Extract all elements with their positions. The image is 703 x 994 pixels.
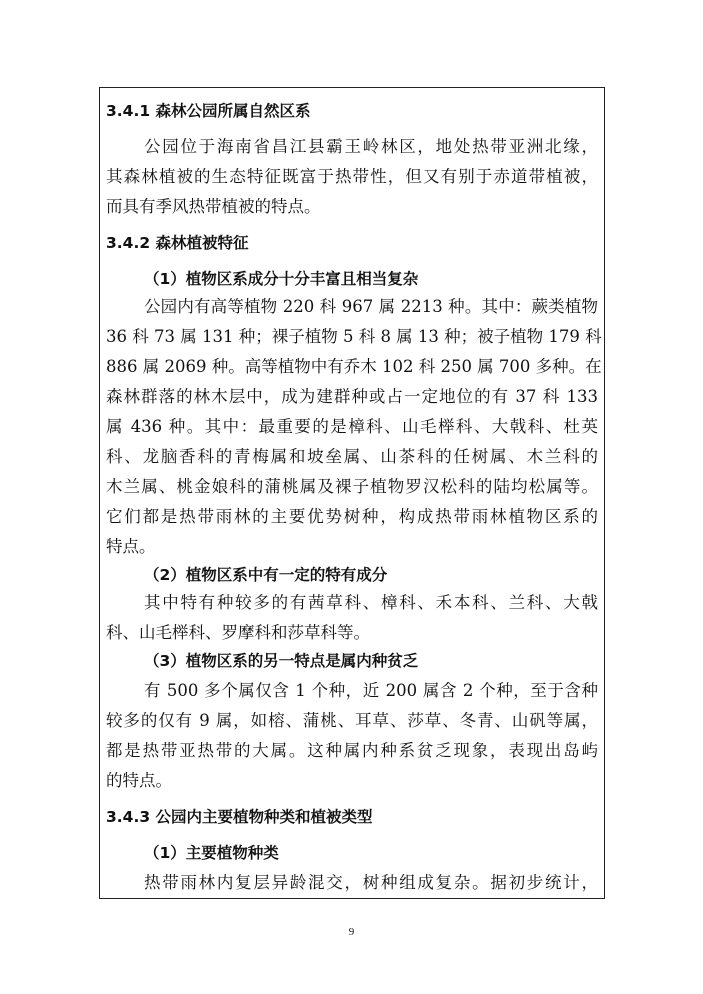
paragraph-line: 而具有季风热带植被的特点。 — [106, 197, 321, 216]
paragraph-line: 属 436 种。其中：最重要的是樟科、山毛榉科、大戟科、杜英 — [106, 417, 598, 436]
section-heading-3-4-1: 3.4.1 森林公园所属自然区系 — [106, 102, 311, 120]
paragraph-line: 科、龙脑香科的青梅属和坡垒属、山茶科的任树属、木兰科的 — [106, 447, 598, 466]
section-heading-3-4-3: 3.4.3 公园内主要植物种类和植被类型 — [106, 808, 373, 826]
subsection-title-2: （2）植物区系中有一定的特有成分 — [144, 566, 388, 584]
paragraph-line: 科、山毛榉科、罗摩科和莎草科等。 — [106, 623, 370, 642]
subsection-title-1: （1）植物区系成分十分丰富且相当复杂 — [144, 270, 419, 288]
subsection-title-1: （1）主要植物种类 — [144, 844, 279, 862]
paragraph-line: 的特点。 — [106, 771, 172, 790]
paragraph-line: 36 科 73 属 131 种；裸子植物 5 科 8 属 13 种；被子植物 179 科 — [106, 327, 602, 346]
paragraph-line: 较多的仅有 9 属，如榕、蒲桃、耳草、莎草、冬青、山矾等属， — [106, 711, 598, 730]
paragraph-line: 其中特有种较多的有茜草科、樟科、禾本科、兰科、大戟 — [144, 593, 598, 612]
paragraph-line: 公园内有高等植物 220 科 967 属 2213 种。其中：蕨类植物 — [144, 297, 598, 316]
subsection-title-3: （3）植物区系的另一特点是属内种贫乏 — [144, 652, 419, 670]
paragraph-line: 公园位于海南省昌江县霸王岭林区，地处热带亚洲北缘， — [144, 137, 598, 156]
paragraph-line: 木兰属、桃金娘科的蒲桃属及裸子植物罗汉松科的陆均松属等。 — [106, 477, 598, 496]
paragraph-line: 热带雨林内复层异龄混交，树种组成复杂。据初步统计， — [144, 873, 598, 892]
paragraph-line: 它们都是热带雨林的主要优势树种，构成热带雨林植物区系的 — [106, 507, 598, 526]
paragraph-line: 森林群落的林木层中，成为建群种或占一定地位的有 37 科 133 — [106, 387, 598, 406]
paragraph-line: 都是热带亚热带的大属。这种属内种系贫乏现象，表现出岛屿 — [106, 741, 598, 760]
paragraph-line: 886 属 2069 种。高等植物中有乔木 102 科 250 属 700 多种。在 — [106, 357, 602, 376]
paragraph-line: 有 500 多个属仅含 1 个种，近 200 属含 2 个种，至于含种 — [144, 681, 598, 700]
paragraph-line: 特点。 — [106, 537, 156, 556]
page-number: 9 — [348, 926, 355, 938]
paragraph-line: 其森林植被的生态特征既富于热带性，但又有别于赤道带植被， — [106, 167, 598, 186]
section-heading-3-4-2: 3.4.2 森林植被特征 — [106, 234, 249, 252]
content-frame — [99, 87, 605, 899]
